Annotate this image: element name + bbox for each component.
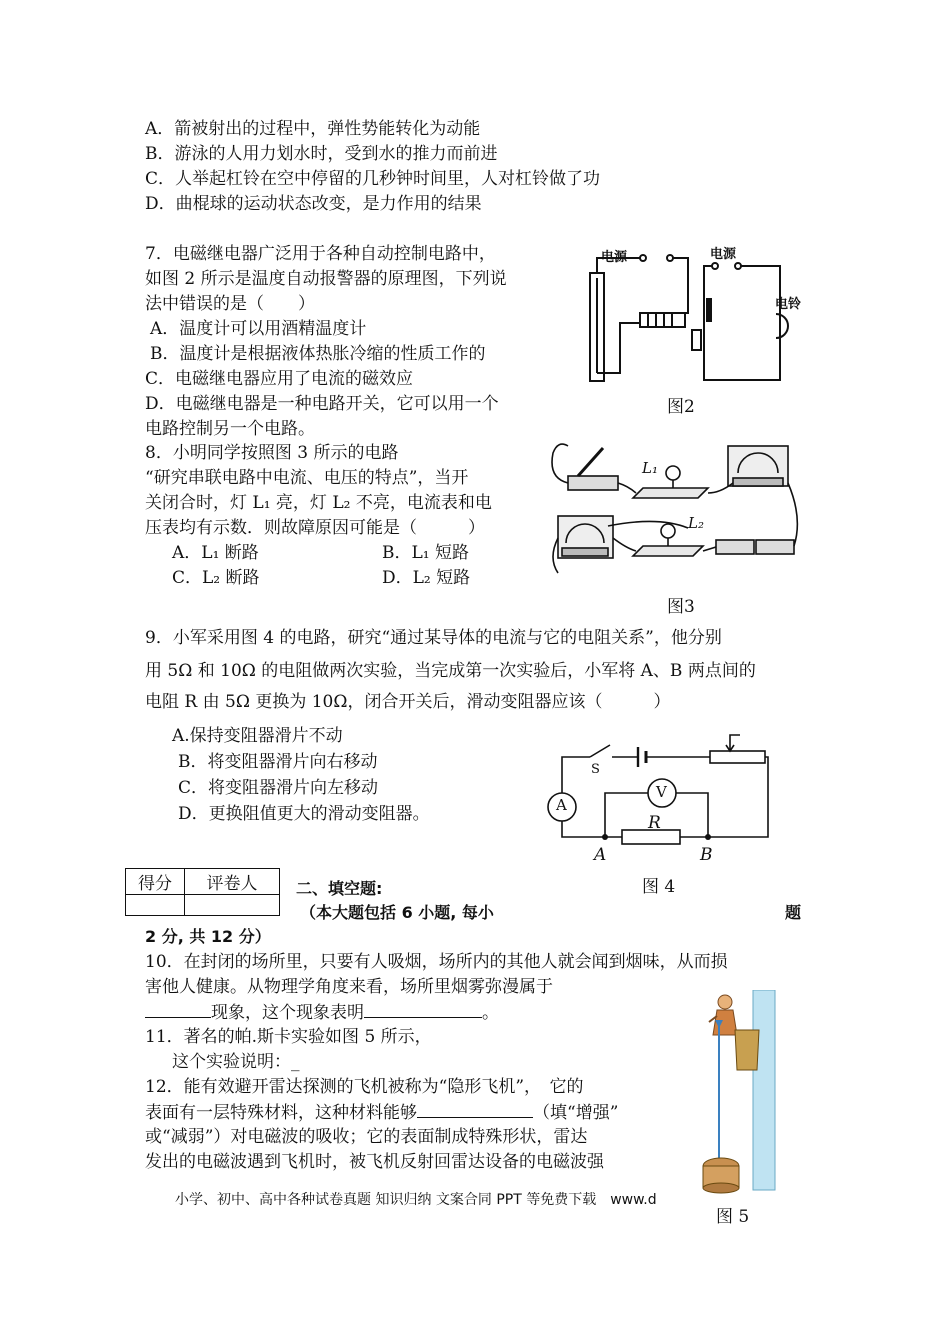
fig4-switch-label: S bbox=[591, 762, 600, 777]
q9-stem-line2: 用 5Ω 和 10Ω 的电阻做两次实验，当完成第一次实验后，小军将 A、B 两点间的 bbox=[145, 661, 756, 681]
q10-blank-2[interactable] bbox=[364, 1000, 482, 1018]
q8-stem-line3: 关闭合时，灯 L₁ 亮，灯 L₂ 不亮，电流表和电 bbox=[145, 493, 492, 513]
footer-text: 小学、初中、高中各种试卷真题 知识归纳 文案合同 PPT 等免费下载 www.d bbox=[175, 1192, 657, 1208]
figure-3-series-circuit bbox=[548, 438, 808, 588]
score-header: 得分 bbox=[126, 869, 185, 895]
fig2-power-left-label: 电源 bbox=[601, 250, 628, 265]
q10-line3-text: 现象，这个现象表明 bbox=[211, 1003, 364, 1023]
q7-stem-line1: 7．电磁继电器广泛用于各种自动控制电路中， bbox=[145, 244, 496, 264]
q8-option-a: A．L₁ 断路 bbox=[172, 543, 259, 563]
q12-line2 bbox=[145, 1100, 618, 1125]
fig3-l1-label: L₁ bbox=[642, 459, 658, 477]
q8-stem-line2: “研究串联电路中电流、电压的特点”，当开 bbox=[145, 468, 469, 488]
q9-stem-line3: 电阻 R 由 5Ω 更换为 10Ω，闭合开关后，滑动变阻器应该（ ） bbox=[145, 692, 671, 712]
q7-option-c: C．电磁继电器应用了电流的磁效应 bbox=[145, 369, 414, 389]
q10-line2: 害他人健康。从物理学角度来看，场所里烟雾弥漫属于 bbox=[145, 977, 553, 997]
q12-blank[interactable] bbox=[417, 1100, 533, 1118]
fig2-power-right-label: 电源 bbox=[710, 247, 737, 262]
q12-line2-text: 表面有一层特殊材料，这种材料能够 bbox=[145, 1103, 417, 1123]
q8-option-d: D．L₂ 短路 bbox=[382, 568, 471, 588]
q10-line1: 10．在封闭的场所里，只要有人吸烟，场所内的其他人就会闻到烟味，从而损 bbox=[145, 952, 728, 972]
fig4-ammeter-label: A bbox=[556, 796, 567, 814]
q10-line3 bbox=[145, 1000, 499, 1025]
q9-option-d: D．更换阻值更大的滑动变阻器。 bbox=[178, 804, 430, 824]
q7-option-d-line2: 电路控制另一个电路。 bbox=[145, 419, 315, 439]
q12-line4: 发出的电磁波遇到飞机时，被飞机反射回雷达设备的电磁波强 bbox=[145, 1152, 604, 1172]
fig5-caption: 图 5 bbox=[716, 1207, 750, 1227]
q8-option-b: B．L₁ 短路 bbox=[382, 543, 470, 563]
q7-stem-line3: 法中错误的是（ ） bbox=[145, 294, 315, 314]
q7-option-b: B．温度计是根据液体热胀冷缩的性质工作的 bbox=[150, 344, 486, 364]
fig4-point-b-label: B bbox=[700, 845, 713, 865]
figure-3-diagram bbox=[548, 438, 808, 588]
q11-line1: 11．著名的帕.斯卡实验如图 5 所示， bbox=[145, 1027, 432, 1047]
q7-option-d-line1: D．电磁继电器是一种电路开关，它可以用一个 bbox=[145, 394, 499, 414]
q6-option-b: B．游泳的人用力划水时，受到水的推力而前进 bbox=[145, 144, 498, 164]
fig4-caption: 图 4 bbox=[642, 877, 676, 897]
q7-stem-line2: 如图 2 所示是温度自动报警器的原理图，下列说 bbox=[145, 269, 507, 289]
fig2-caption: 图2 bbox=[667, 397, 695, 417]
figure-5-diagram bbox=[695, 990, 785, 1195]
q7-option-a: A．温度计可以用酒精温度计 bbox=[150, 319, 367, 339]
q9-option-b: B．将变阻器滑片向右移动 bbox=[178, 752, 378, 772]
section2-description-line2: 2 分, 共 12 分） bbox=[145, 927, 271, 946]
fig4-point-a-label: A bbox=[594, 845, 607, 865]
grader-cell bbox=[185, 895, 280, 916]
q12-line1: 12．能有效避开雷达探测的飞机被称为“隐形飞机”， 它的 bbox=[145, 1077, 584, 1097]
q6-option-c: C．人举起杠铃在空中停留的几秒钟时间里，人对杠铃做了功 bbox=[145, 169, 601, 189]
q8-stem-line1: 8．小明同学按照图 3 所示的电路 bbox=[145, 443, 399, 463]
score-cell bbox=[126, 895, 185, 916]
q11-line2: 这个实验说明：_ bbox=[172, 1052, 300, 1072]
q12-line3: 或“减弱”）对电磁波的吸收；它的表面制成特殊形状，雷达 bbox=[145, 1127, 588, 1147]
q12-line2-end: （填“增强” bbox=[533, 1103, 619, 1123]
section2-title: 二、填空题: bbox=[296, 879, 383, 898]
figure-5-pascal-barrel bbox=[695, 990, 785, 1195]
section2-description: （本大题包括 6 小题, 每小 bbox=[300, 903, 494, 922]
fig3-l2-label: L₂ bbox=[688, 514, 704, 532]
fig2-bell-label: 电铃 bbox=[775, 297, 802, 312]
fig3-caption: 图3 bbox=[667, 597, 695, 617]
q9-stem-line1: 9．小军采用图 4 的电路，研究“通过某导体的电流与它的电阻关系”，他分别 bbox=[145, 628, 722, 648]
q10-line3-end: 。 bbox=[482, 1003, 499, 1023]
q9-option-a: A.保持变阻器滑片不动 bbox=[172, 726, 343, 746]
score-table bbox=[125, 868, 280, 916]
q10-blank-1[interactable] bbox=[145, 1000, 211, 1018]
q9-option-c: C．将变阻器滑片向左移动 bbox=[178, 778, 379, 798]
grader-header: 评卷人 bbox=[185, 869, 280, 895]
q8-option-c: C．L₂ 断路 bbox=[172, 568, 260, 588]
fig4-resistor-label: R bbox=[648, 813, 661, 833]
q6-option-d: D．曲棍球的运动状态改变，是力作用的结果 bbox=[145, 194, 482, 214]
section2-description-end: 题 bbox=[785, 903, 802, 922]
q8-stem-line4: 压表均有示数．则故障原因可能是（ ） bbox=[145, 518, 485, 538]
fig4-voltmeter-label: V bbox=[656, 783, 667, 801]
q6-option-a: A．箭被射出的过程中，弹性势能转化为动能 bbox=[145, 119, 481, 139]
